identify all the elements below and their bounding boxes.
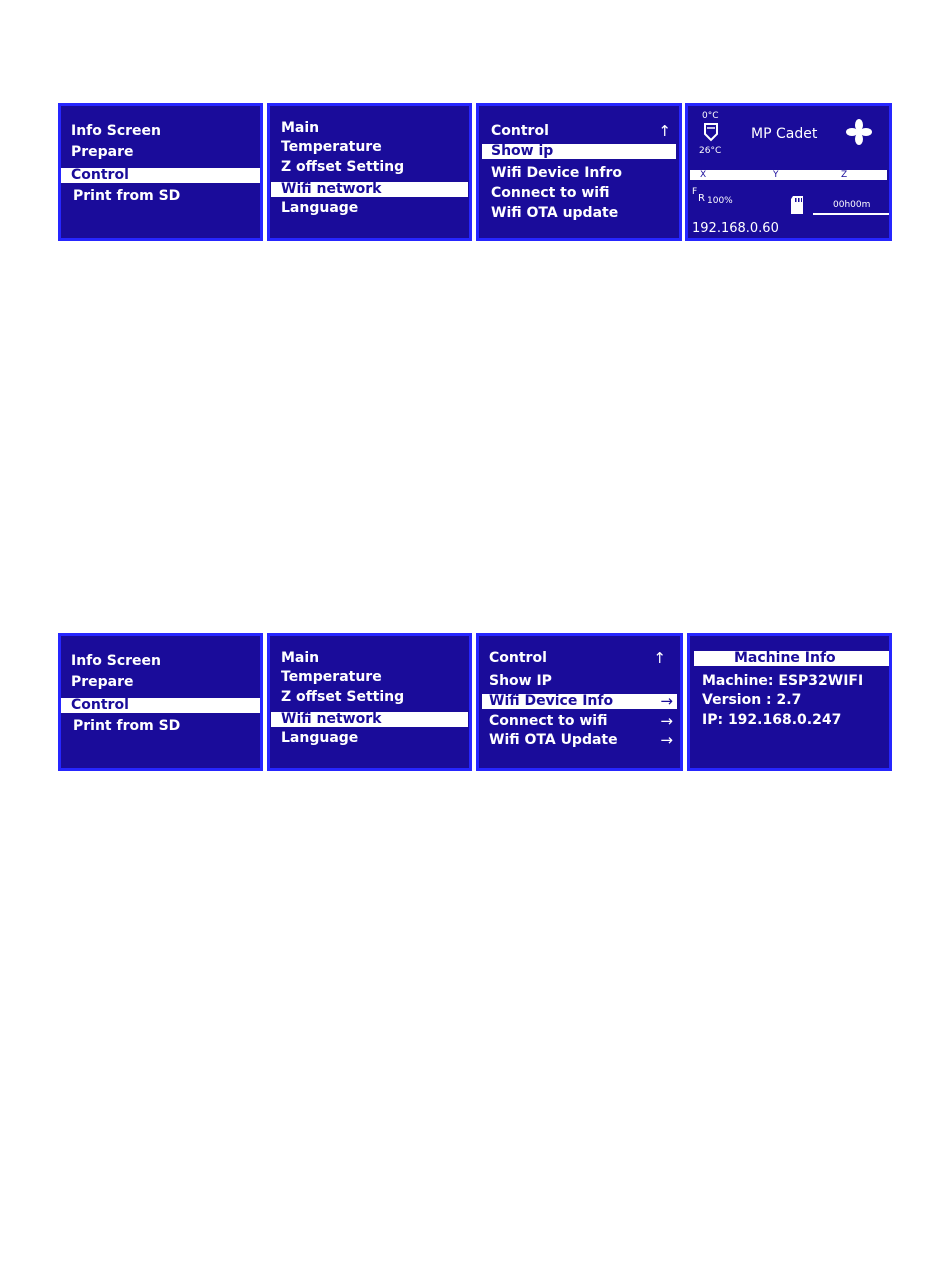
lcd-machine-info	[687, 633, 892, 771]
menu-item-print-from-sd[interactable]: Print from SD	[73, 188, 181, 204]
menu-item-connect-to-wifi[interactable]: Connect to wifi	[491, 185, 610, 201]
menu-item-wifi-ota-update[interactable]: Wifi OTA update	[491, 205, 619, 221]
machine-name: MP Cadet	[751, 126, 818, 142]
hotend-icon	[703, 122, 719, 142]
lcd-control-menu-top	[267, 103, 472, 241]
up-arrow-icon: ↑	[658, 122, 671, 140]
feedrate-label-r: R	[698, 193, 705, 204]
axes-bar	[690, 170, 887, 180]
menu-item-wifi-network[interactable]: Wifi network	[271, 712, 468, 727]
menu-item-control-back[interactable]: Control ↑	[491, 122, 671, 140]
up-arrow-icon: ↑	[653, 649, 666, 667]
menu-item-show-ip[interactable]: Show ip	[482, 144, 676, 159]
menu-item-z-offset[interactable]: Z offset Setting	[281, 159, 405, 175]
menu-item-temperature[interactable]: Temperature	[281, 669, 382, 685]
feedrate-label-f: F	[692, 187, 698, 197]
axis-x-label: X	[700, 170, 707, 180]
menu-item-connect-to-wifi[interactable]: Connect to wifi →	[489, 712, 673, 730]
current-temperature: 26°C	[699, 146, 722, 156]
menu-item-z-offset[interactable]: Z offset Setting	[281, 689, 405, 705]
right-arrow-icon: →	[660, 712, 673, 730]
sd-card-icon	[790, 195, 804, 215]
menu-item-info-screen[interactable]: Info Screen	[71, 123, 162, 139]
menu-item-wifi-device-info[interactable]: Wifi Device Infro	[491, 165, 622, 181]
menu-item-wifi-device-info[interactable]: Wifi Device Info →	[482, 694, 677, 709]
ip-line: IP: 192.168.0.247	[702, 712, 842, 728]
menu-item-wifi-ota-update[interactable]: Wifi OTA Update →	[489, 731, 673, 749]
lcd-control-menu-bottom	[267, 633, 472, 771]
lcd-info-screen	[685, 103, 892, 241]
lcd-main-menu-top	[58, 103, 263, 241]
feedrate-value: 100%	[707, 196, 733, 206]
menu-item-control-back[interactable]: Control ↑	[489, 649, 666, 667]
print-time: 00h00m	[833, 200, 871, 210]
lcd-main-menu-bottom	[58, 633, 263, 771]
version-line: Version : 2.7	[702, 692, 802, 708]
menu-item-control[interactable]: Control	[61, 168, 260, 183]
menu-item-language[interactable]: Language	[281, 730, 359, 746]
progress-bar	[813, 213, 889, 215]
menu-item-show-ip[interactable]: Show IP	[489, 673, 552, 689]
menu-item-temperature[interactable]: Temperature	[281, 139, 382, 155]
right-arrow-icon: →	[660, 692, 673, 710]
axis-y-label: Y	[773, 170, 779, 180]
fan-icon	[846, 119, 872, 145]
ip-address: 192.168.0.60	[692, 221, 779, 236]
menu-item-main[interactable]: Main	[281, 120, 320, 136]
menu-item-prepare[interactable]: Prepare	[71, 674, 134, 690]
menu-item-print-from-sd[interactable]: Print from SD	[73, 718, 181, 734]
menu-item-info-screen[interactable]: Info Screen	[71, 653, 162, 669]
menu-item-prepare[interactable]: Prepare	[71, 144, 134, 160]
menu-item-wifi-network[interactable]: Wifi network	[271, 182, 468, 197]
right-arrow-icon: →	[660, 731, 673, 749]
machine-info-title: Machine Info	[734, 650, 836, 666]
menu-item-main[interactable]: Main	[281, 650, 320, 666]
lcd-wifi-menu-bottom	[476, 633, 683, 771]
machine-info-title-bar	[694, 651, 889, 666]
machine-name-line: Machine: ESP32WIFI	[702, 673, 864, 689]
target-temperature: 0°C	[702, 111, 719, 121]
menu-item-control[interactable]: Control	[61, 698, 260, 713]
lcd-wifi-menu-top	[476, 103, 682, 241]
menu-item-language[interactable]: Language	[281, 200, 359, 216]
axis-z-label: Z	[841, 170, 848, 180]
